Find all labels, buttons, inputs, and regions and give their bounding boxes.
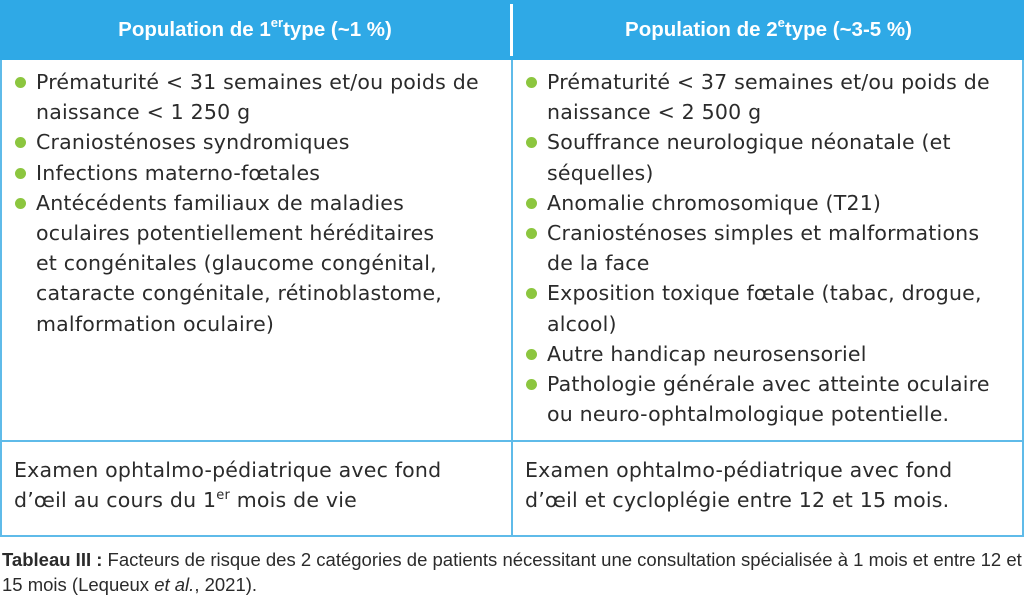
bullet-icon — [15, 77, 26, 88]
list-item-text: Craniosténoses simples et malformations de la face — [547, 221, 980, 276]
header-1-sup: er — [270, 14, 284, 30]
right-exam-cell — [525, 455, 1010, 515]
list-item — [14, 158, 494, 188]
caption-text-2: , 2021). — [194, 574, 258, 595]
left-exam-sup: er — [216, 488, 231, 504]
left-exam-line1: Examen ophtalmo-pédiatrique avec fond — [14, 458, 442, 482]
left-risk-cell — [14, 67, 494, 339]
list-item — [525, 67, 1010, 127]
left-exam-line2-prefix: d’œil au cours du 1 — [14, 488, 217, 513]
list-item-text: Prématurité < 37 semaines et/ou poids de naissance < 2 500 g — [547, 70, 990, 125]
right-exam-line2: d’œil et cycloplégie entre 12 et 15 mois. — [525, 488, 950, 513]
bullet-icon — [526, 137, 537, 148]
bullet-icon — [526, 379, 537, 390]
list-item-text: Souffrance neurologique néonatale (et séquelles) — [547, 130, 951, 185]
list-item-text: Infections materno-fœtales — [36, 160, 321, 185]
list-item — [14, 127, 494, 157]
table-header-row — [0, 0, 1024, 60]
list-item — [525, 339, 1010, 369]
left-exam-line2-suffix: mois de vie — [230, 488, 357, 513]
list-item-text: Prématurité < 31 semaines et/ou poids de naissance < 1 250 g — [36, 70, 479, 125]
list-item — [525, 188, 1010, 218]
bullet-icon — [526, 228, 537, 239]
bullet-icon — [15, 198, 26, 209]
header-population-1 — [0, 0, 510, 60]
list-item — [14, 188, 494, 339]
list-item-text: Exposition toxique fœtale (tabac, drogue, alcool) — [547, 281, 982, 336]
header-2-prefix: Population de 2 — [625, 18, 778, 41]
header-2-suffix: type (~3-5 %) — [784, 18, 912, 41]
caption-label: Tableau III : — [2, 549, 103, 570]
header-2-sup: e — [777, 14, 785, 30]
grid-row-divider — [0, 440, 1024, 442]
bullet-icon — [526, 349, 537, 360]
caption-text-1: Facteurs de risque des 2 catégories de patients nécessitant une consultation spécialisée à 1 mois et entre 12 et 15 mois (Lequeux — [2, 549, 1022, 595]
left-risk-list — [14, 67, 494, 339]
list-item — [525, 278, 1010, 338]
left-exam-cell — [14, 455, 494, 519]
bullet-icon — [526, 198, 537, 209]
list-item-text: Autre handicap neurosensoriel — [547, 341, 867, 366]
caption-italic: et al. — [154, 574, 195, 595]
bullet-icon — [15, 137, 26, 148]
list-item — [14, 67, 494, 127]
left-exam-line2 — [14, 485, 494, 519]
list-item — [525, 369, 1010, 429]
right-exam-line1: Examen ophtalmo-pédiatrique avec fond — [525, 458, 953, 482]
header-1-suffix: type (~1 %) — [283, 18, 392, 41]
bullet-icon — [526, 77, 537, 88]
list-item-text: Anomalie chromosomique (T21) — [547, 190, 882, 215]
bullet-icon — [526, 288, 537, 299]
grid-bottom-border — [0, 535, 1024, 537]
list-item-text: Pathologie générale avec atteinte oculaire ou neuro-ophtalmologique potentielle. — [547, 372, 990, 427]
table-caption — [2, 547, 1022, 597]
list-item — [525, 127, 1010, 187]
grid-left-border — [0, 60, 2, 537]
right-risk-list — [525, 67, 1010, 429]
header-1-prefix: Population de 1 — [118, 18, 271, 41]
list-item-text: Craniosténoses syndromiques — [36, 130, 350, 155]
list-item — [525, 218, 1010, 278]
grid-middle-divider — [511, 60, 513, 537]
bullet-icon — [15, 168, 26, 179]
header-population-2 — [513, 0, 1024, 60]
list-item-text: Antécédents familiaux de maladies oculaires potentiellement héréditaires et congénitales (glaucome congénital, cataracte congénitale, rétinoblastome, malformation oculaire) — [36, 190, 443, 336]
right-risk-cell — [525, 67, 1010, 429]
